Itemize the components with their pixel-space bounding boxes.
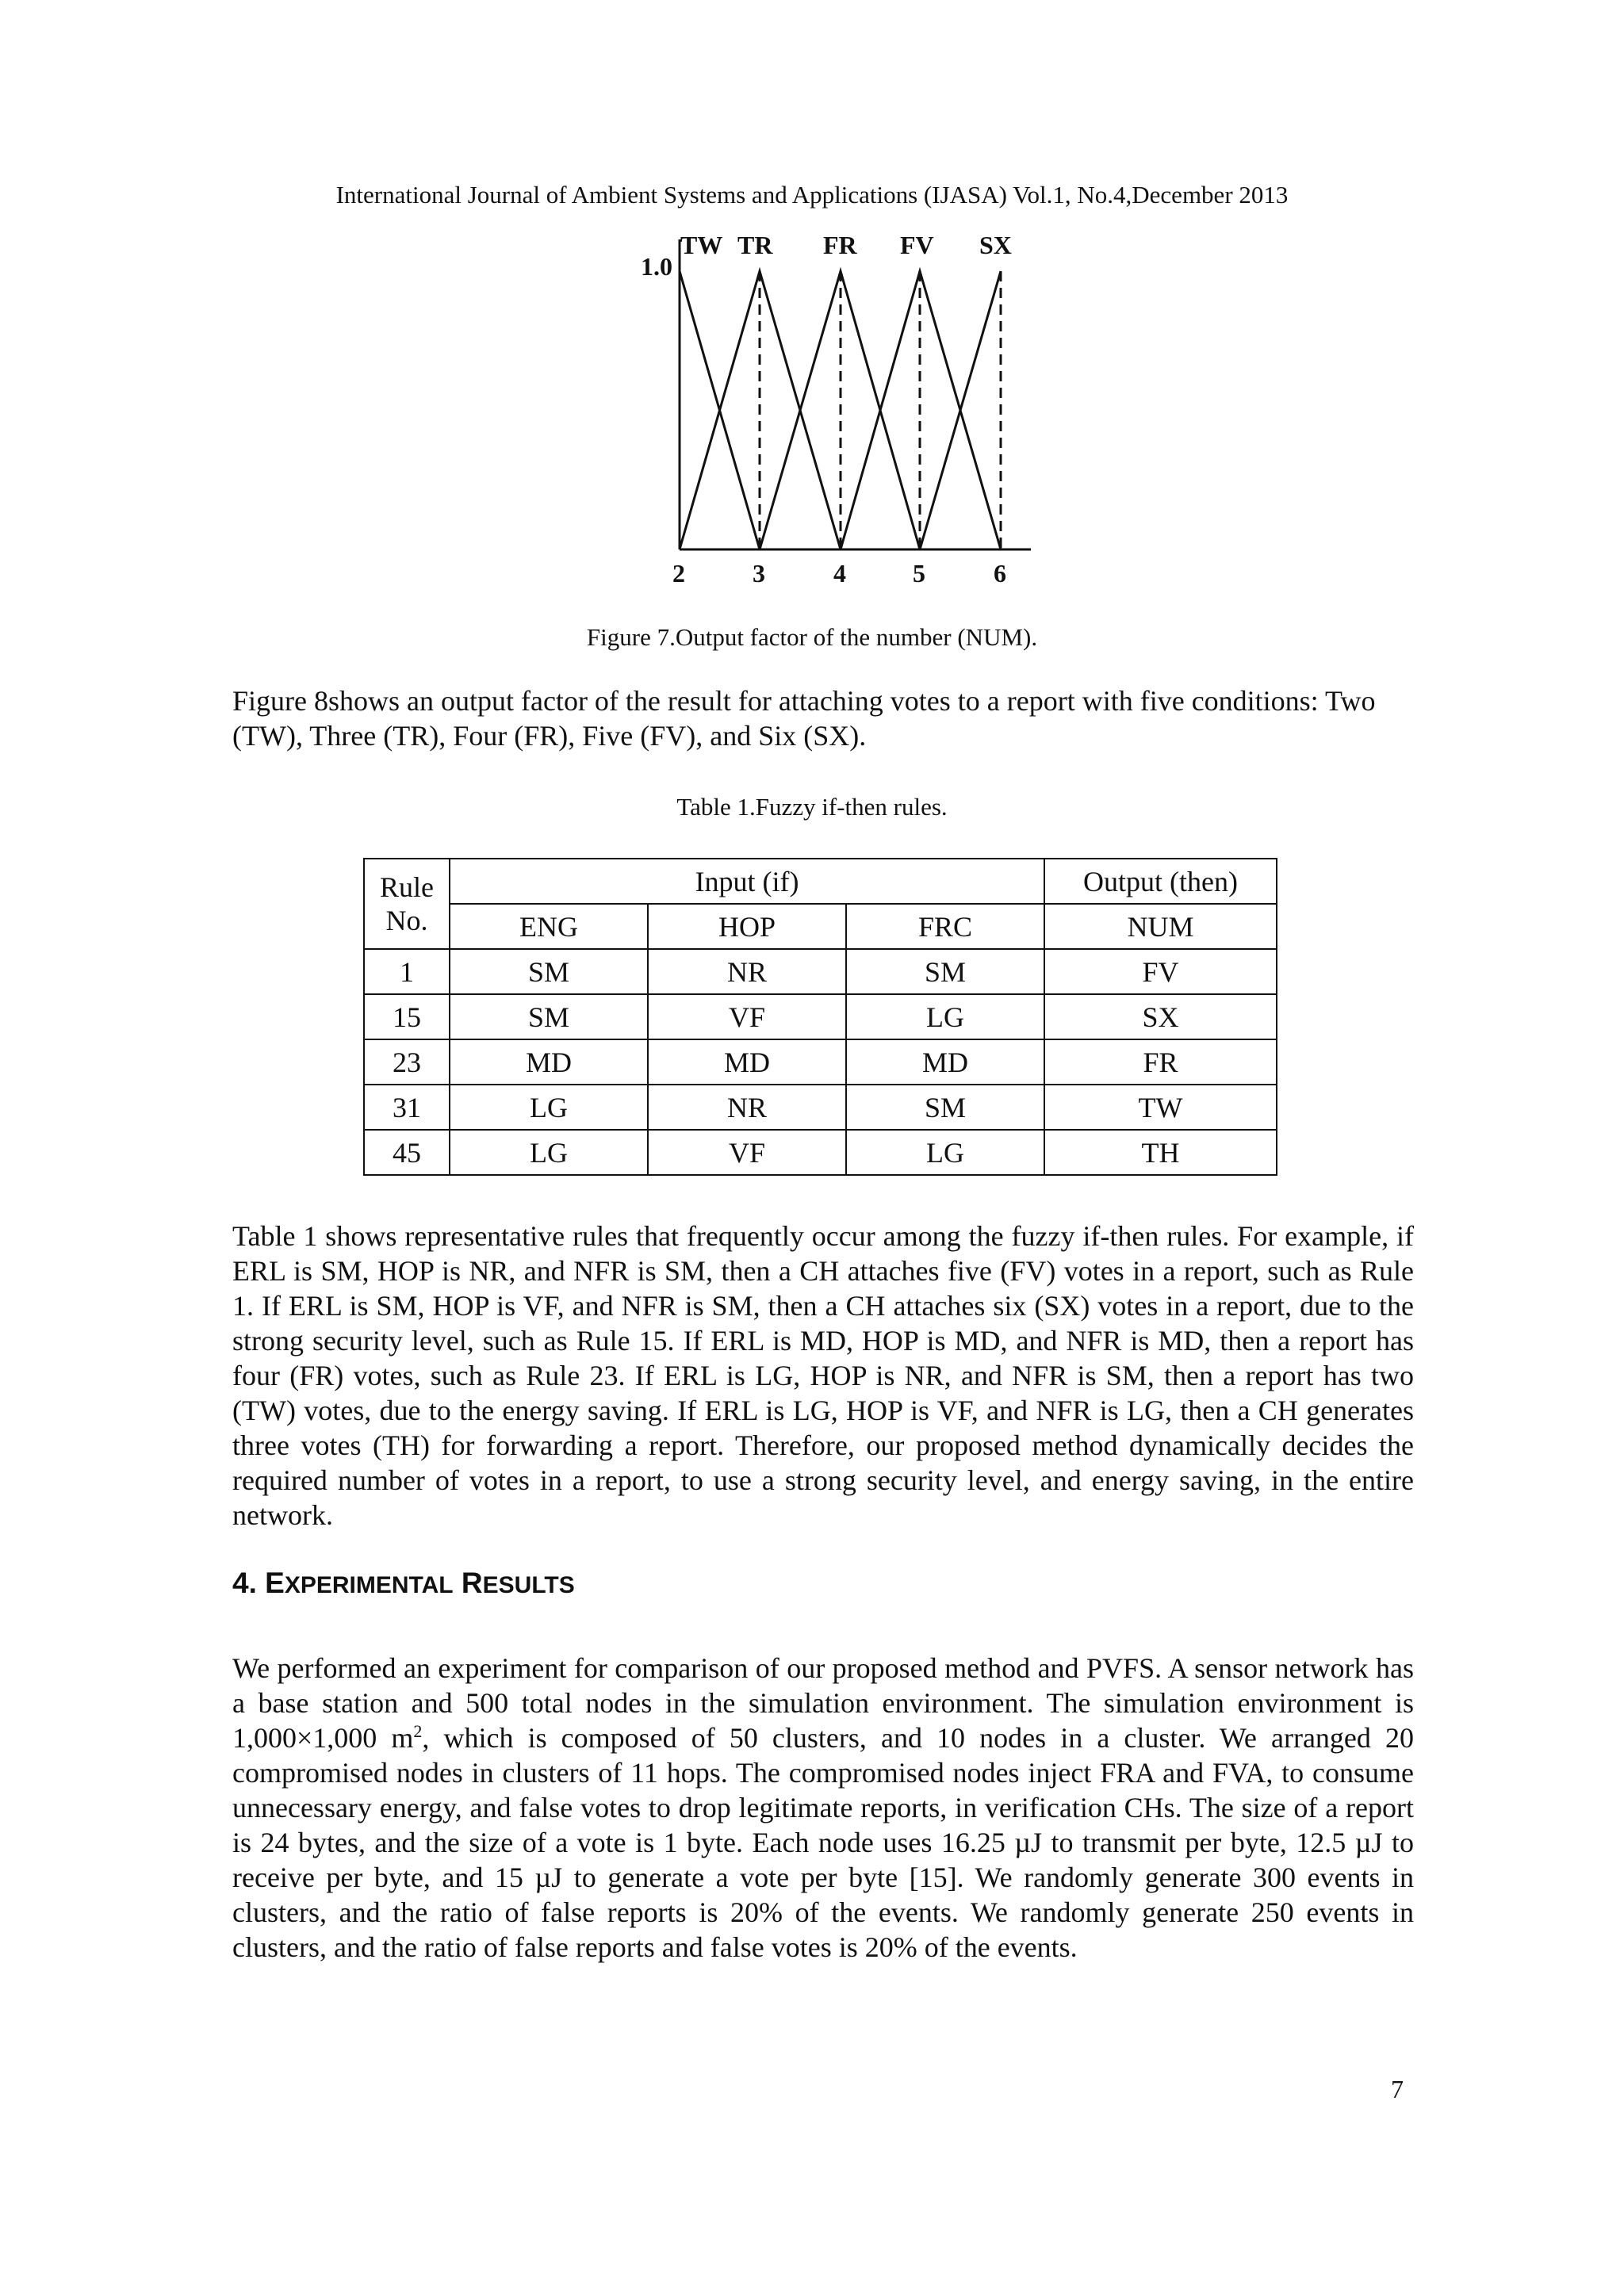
x-tick-4: 4 (833, 559, 846, 587)
table-row (364, 994, 1277, 1039)
cell: SM (450, 949, 648, 994)
figure-caption: Figure 7.Output factor of the number (NUM). (586, 623, 1038, 651)
experiment-text-part2: , which is composed of 50 clusters, and 10 nodes in a cluster. We arranged 20 compromised nodes in clusters of 11 hops. The compromised nodes inject FRA and FVA, to consume unnecessary energy, and false votes to drop legitimate reports, in verification CHs. The size of a report is 24 bytes, and the size of a vote is 1 byte. Each node uses 16.25 µJ to transmit per byte, 12.5 µJ to receive per byte, and 15 µJ to generate a vote per byte [15]. We randomly generate 300 events in clusters, and the ratio of false reports is 20% of the events. We randomly generate 250 events in clusters, and the ratio of false reports and false votes is 20% of the events. (232, 1722, 1414, 1963)
cell: LG (450, 1130, 648, 1175)
cell: TW (1044, 1085, 1277, 1130)
cell: VF (648, 994, 846, 1039)
cell: NR (648, 1085, 846, 1130)
cell: 1 (364, 949, 450, 994)
label-fv: FV (900, 231, 934, 259)
col-hop: HOP (648, 904, 846, 949)
x-tick-5: 5 (913, 559, 925, 587)
table-row (364, 949, 1277, 994)
header-output: Output (then) (1044, 859, 1277, 904)
section-word2-rest: ESULTS (482, 1572, 575, 1598)
cell: LG (846, 1130, 1044, 1175)
cell: 45 (364, 1130, 450, 1175)
table-row (364, 1039, 1277, 1085)
x-tick-6: 6 (994, 559, 1006, 587)
table-caption: Table 1.Fuzzy if-then rules. (676, 793, 948, 821)
cell: SX (1044, 994, 1277, 1039)
cell: MD (450, 1039, 648, 1085)
page-number: 7 (1391, 2075, 1404, 2103)
label-tw: TW (680, 231, 723, 259)
cell: FV (1044, 949, 1277, 994)
cell: MD (648, 1039, 846, 1085)
table-row (364, 1085, 1277, 1130)
table-subheader-row (364, 904, 1277, 949)
cell: FR (1044, 1039, 1277, 1085)
section-word1-initial: E (265, 1567, 285, 1599)
superscript-2: 2 (413, 1721, 423, 1741)
journal-header: International Journal of Ambient Systems and Applications (IJASA) Vol.1, No.4,December 2013 (335, 181, 1289, 209)
section-heading (232, 1567, 575, 1600)
header-input: Input (if) (450, 859, 1044, 904)
cell: VF (648, 1130, 846, 1175)
col-eng: ENG (450, 904, 648, 949)
col-num: NUM (1044, 904, 1277, 949)
section-number: 4. (232, 1567, 266, 1599)
section-word1-rest: XPERIMENTAL (284, 1572, 454, 1598)
col-frc: FRC (846, 904, 1044, 949)
cell: SM (846, 1085, 1044, 1130)
label-fr: FR (823, 231, 857, 259)
cell: 15 (364, 994, 450, 1039)
experiment-paragraph (232, 1651, 1414, 1965)
figure-7-membership-plot (626, 230, 1055, 595)
table-header-row (364, 859, 1277, 904)
fuzzy-rules-table (363, 858, 1277, 1176)
intro-paragraph: Figure 8shows an output factor of the result for attaching votes to a report with five conditions: Two (TW), Three (TR), Four (FR), Five (FV), and Six (SX). (232, 685, 1376, 752)
y-max-label: 1.0 (641, 252, 672, 281)
cell: TH (1044, 1130, 1277, 1175)
x-tick-2: 2 (672, 559, 685, 587)
label-sx: SX (979, 231, 1012, 259)
cell: LG (450, 1085, 648, 1130)
cell: SM (846, 949, 1044, 994)
cell: SM (450, 994, 648, 1039)
cell: MD (846, 1039, 1044, 1085)
experiment-text-part1: We performed an experiment for comparison of our proposed method and PVFS. A sensor network has a base station and 500 total nodes in the simulation environment. The simulation environment is 1,000×1,000 m (232, 1652, 1414, 1754)
table-row (364, 1130, 1277, 1175)
header-rule-no: Rule No. (364, 859, 450, 949)
cell: 31 (364, 1085, 450, 1130)
cell: 23 (364, 1039, 450, 1085)
cell: LG (846, 994, 1044, 1039)
label-tr: TR (737, 231, 773, 259)
rules-discussion-paragraph: Table 1 shows representative rules that frequently occur among the fuzzy if-then rules. For example, if ERL is SM, HOP is NR, and NFR is SM, then a CH attaches five (FV) votes in a report, such as Rule 1. If ERL is SM, HOP is VF, and NFR is SM, then a CH attaches six (SX) votes in a report, due to the strong security level, such as Rule 15. If ERL is MD, HOP is MD, and NFR is MD, then a report has four (FR) votes, such as Rule 23. If ERL is LG, HOP is NR, and NFR is SM, then a report has two (TW) votes, due to the energy saving. If ERL is LG, HOP is VF, and NFR is LG, then a CH generates three votes (TH) for forwarding a report. Therefore, our proposed method dynamically decides the required number of votes in a report, to use a strong security level, and energy saving, in the entire network. (232, 1220, 1414, 1531)
x-tick-3: 3 (753, 559, 765, 587)
cell: NR (648, 949, 846, 994)
section-word2-initial: R (461, 1567, 483, 1599)
